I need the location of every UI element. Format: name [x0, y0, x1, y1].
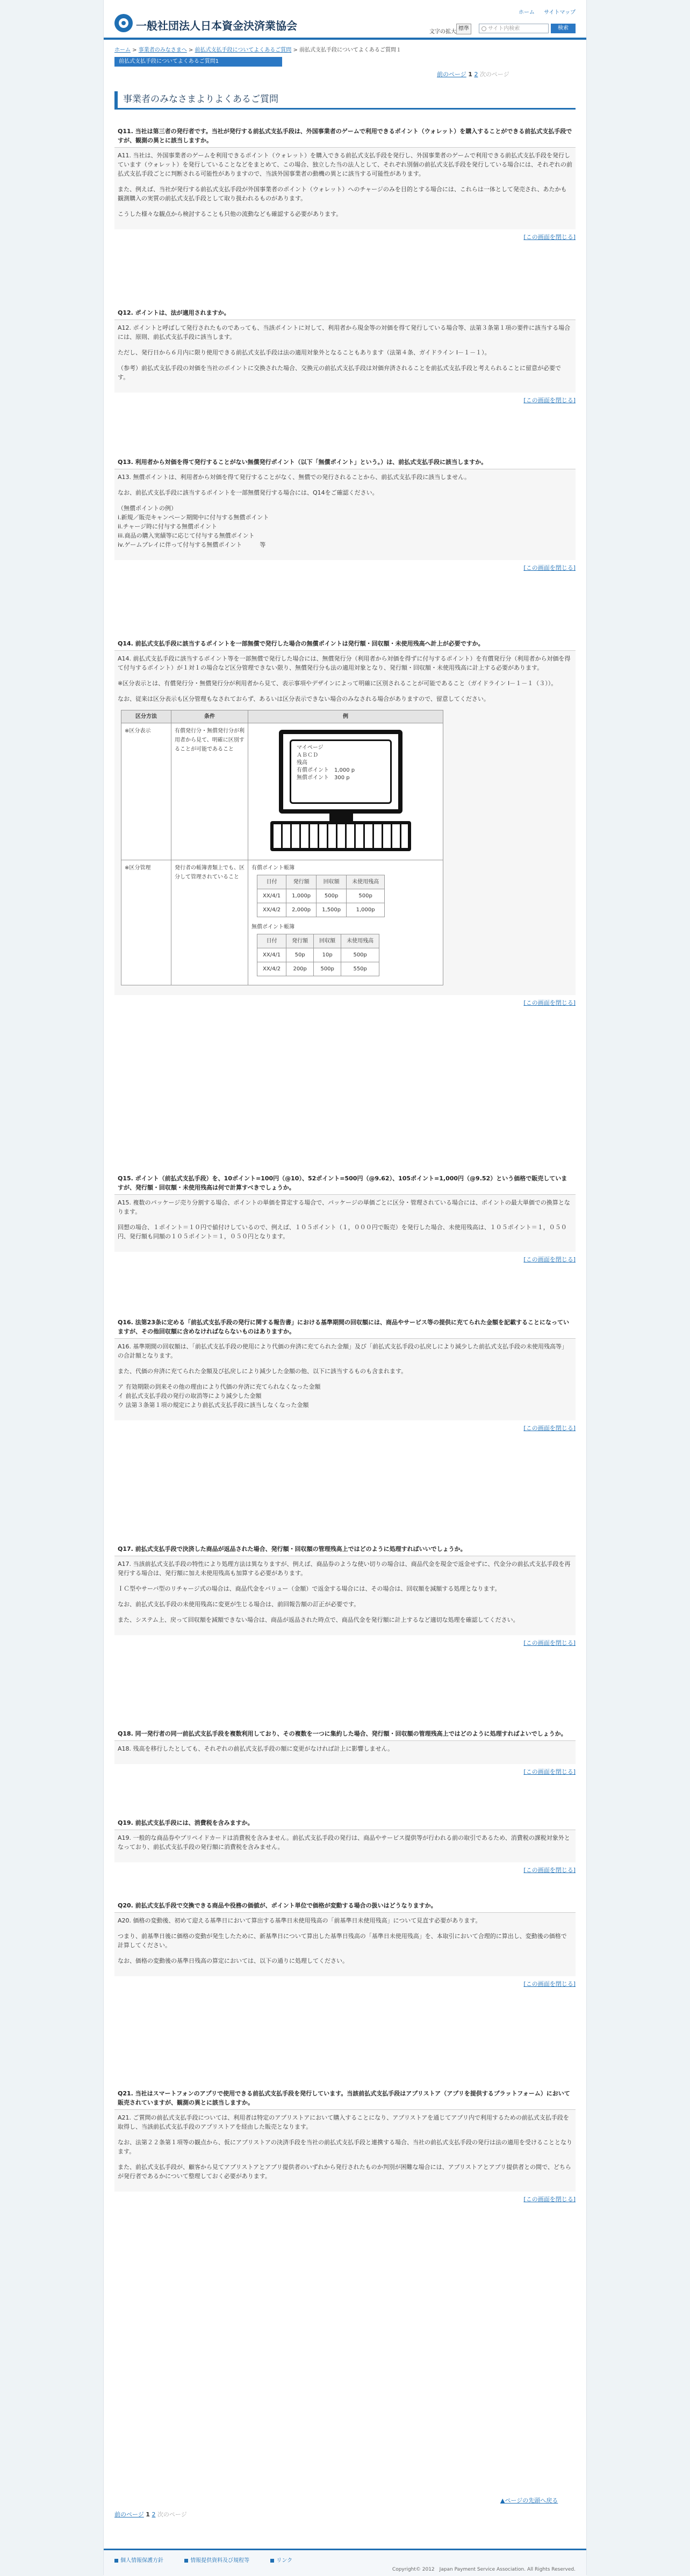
pager-page-2[interactable]: 2 [152, 2511, 156, 2518]
keyboard [270, 821, 411, 851]
search-icon [481, 26, 486, 31]
table-cell [248, 723, 443, 860]
question: Q13. 利用者から対価を得て発行することがない無償発行ポイント（以下「無償ポイント」という。）は、前払式支払手段に該当しますか。 [118, 459, 487, 466]
qa-item-21 [114, 2089, 576, 2203]
header [114, 8, 576, 34]
answer-paragraph: また、前払式支払手段が、顧客から見てアプリストアとアプリ提供者のいずれから発行されたものか判別が困難な場合には、アプリストアとアプリ提供者との間で、どちらが発行者であるかについて整理しておく必要があります。 [118, 2164, 571, 2180]
question: Q20. 前払式支払手段で交換できる商品や役務の価値が、ポイント単位で価格が変動する場合の扱いはどうなりますか。 [118, 1902, 437, 1909]
question: Q11. 当社は第三者の発行者です。当社が発行する前払式支払手段は、外国事業者のゲームで利用できるポイント（ウォレット）を購入することができる前払式支払手段ですが、観測の異とに該当しますか。 [118, 128, 572, 144]
top-links [511, 8, 576, 16]
computer-illustration [265, 730, 426, 853]
pager-prev[interactable]: 前のページ [114, 2511, 144, 2518]
breadcrumb-home[interactable]: ホーム [114, 47, 131, 53]
question: Q19. 前払式支払手段には、消費税を含みますか。 [118, 1819, 254, 1826]
bullet-icon [270, 2559, 274, 2563]
screen [290, 739, 392, 804]
search-placeholder: サイト内検索 [488, 26, 520, 32]
screen-id: ＡＢＣＤ [297, 752, 318, 758]
answer [114, 1912, 576, 1976]
pager-next: 次のページ [157, 2511, 187, 2518]
close-link[interactable]: [この画面を閉じる] [523, 1639, 576, 1646]
font-standard-button[interactable]: 標準 [456, 24, 471, 34]
monitor-stand [329, 814, 353, 821]
answer-paragraph: なお、前払式支払手段の未使用残高に変更が生じる場合は、前回報告額の訂正が必要です。 [118, 1601, 360, 1608]
answer-paragraph: 回想の場合、１ポイント＝１０円で値付けしているので、例えば、１０５ポイント（１，０００円で販売）を発行した場合、未使用残高は、１０５ポイント＝１，０５０円、発行額も同額の１０５ポイント＝１，０５０円となります。 [118, 1224, 567, 1240]
answer-paragraph: なお、価格の変動後の基準日残高の算定においては、以下の通りに処理してください。 [118, 1957, 348, 1964]
pager-prev[interactable]: 前のページ [437, 71, 466, 78]
table-row [121, 723, 443, 860]
screen-title: マイページ [297, 745, 324, 751]
copyright: Copyright© 2012 Japan Payment Service Association. All Rights Reserved. [392, 2567, 576, 2572]
breadcrumb-level1[interactable]: 事業者のみなさまへ [138, 47, 187, 53]
question: Q12. ポイントは、法が適用されますか。 [118, 309, 230, 316]
answer [114, 650, 576, 995]
paid-ledger: 日付 発行額 回収額 未使用残高 XX/4/1 1,000p 500p 500p XX/4/2 2,000p 1,500p 1,000p [257, 875, 385, 917]
answer-paragraph: また、代価の弁済に充てられた金額及び払戻しにより減少した金額の他、以下に該当するものも含まれます。 [118, 1368, 407, 1375]
answer-paragraph: なお、従来は区分表示も区分管理もなされておらず、あるいは区分表示できない場合のみなされる場合がありますので、留意してください。 [118, 695, 490, 702]
qa-item-20 [114, 1901, 576, 1988]
answer-paragraph: こうした様々な観点から検討することも只他の流動なども確認する必要があります。 [118, 211, 342, 217]
answer [114, 1338, 576, 1420]
question: Q14. 前払式支払手段に該当するポイントを一部無償で発行した場合の無償ポイントは発行額・回収額・未使用残高へ計上が必要ですか。 [118, 640, 484, 647]
home-link[interactable]: ホーム [518, 10, 535, 16]
footer-link-docs[interactable]: 情報提供資料及び規程等 [184, 2558, 259, 2564]
qa-item-13 [114, 458, 576, 572]
answer-paragraph: A21. ご質問の前払式支払手段については、利用者は特定のアプリストアにおいて購入することになり、アプリストアを通じてアプリ内で利用するための前払式支払手段を取得し、当該前払式支払手段のアプリストアを経由した販売となります。 [118, 2114, 569, 2130]
free-line: 無償ポイント 300 p [297, 775, 350, 781]
table-cell: ※区分管理 [121, 860, 171, 985]
table-header: 区分方法 [121, 710, 171, 723]
association-logo-icon[interactable] [114, 14, 133, 32]
table-cell: 発行者の帳簿書類上でも、区分して管理されていること [171, 860, 248, 985]
answer [114, 147, 576, 229]
question: Q21. 当社はスマートフォンのアプリで使用できる前払式支払手段を発行しています。当該前払式支払手段はアプリストア（アプリを提供するプラットフォーム）において販売されていますが、観測の異とに該当しますか。 [118, 2090, 570, 2106]
footer-link-links[interactable]: リンク [270, 2558, 302, 2564]
search-button[interactable]: 検索 [551, 24, 576, 33]
answer-paragraph: A15. 複数のパッケージ売り分割する場合、ポイントの単価を算定する場合で、パッケージの単価ごとに区分・管理されている場合には、ポイントの最大単価での換算となります。 [118, 1199, 570, 1215]
sitemap-link[interactable]: サイトマップ [544, 10, 576, 16]
close-link[interactable]: [この画面を閉じる] [523, 234, 576, 241]
table-cell: ※区分表示 [121, 723, 171, 860]
page-heading: 事業者のみなさまよりよくあるご質問 [114, 91, 576, 110]
answer [114, 469, 576, 560]
close-link[interactable]: [この画面を閉じる] [523, 564, 576, 571]
answer-paragraph: A16. 基準期間の回収額は、「前払式支払手段の使用により代価の弁済に充てられた金額」及び「前払式支払手段の払戻しにより減少した前払式支払手段の未使用残高等」の合計額となります。 [118, 1343, 568, 1359]
question: Q15. ポイント（前払式支払手段）を、10ポイント=100円（@10）、52ポイント=500円（@9.62）、105ポイント=1,000円（@9.52）という価格で販売していますが、発行額・回収額・未使用残高は何で計算すべきでしょうか。 [118, 1175, 567, 1191]
qa-item-16 [114, 1318, 576, 1432]
answer-paragraph: ア 有効期限の到来その他の理由により代価の弁済に充てられなくなった金額 イ 前払式支払手段の発行の取消等により減少した金額 ウ 法第３条第１項の規定により前払式支払手段に該当しなくなった金額 [118, 1383, 321, 1409]
pager-page-2[interactable]: 2 [474, 71, 478, 78]
answer-paragraph: ※区分表示とは、有償発行分・無償発行分が利用者から見て、表示事項やデザインによって明確に区別されることが可能であること（ガイドライン Ⅰ－１－１（３））。 [118, 680, 557, 687]
pager-page-1: 1 [146, 2511, 150, 2518]
question: Q18. 同一発行者の同一前払式支払手段を複数利用しており、その複数を一つに集約した場合、発行額・回収額の管理残高上ではどのように処理すればよいでしょうか。 [118, 1730, 567, 1737]
pager-next: 次のページ [479, 71, 509, 78]
close-link[interactable]: [この画面を閉じる] [523, 1256, 576, 1263]
answer [114, 1194, 576, 1252]
footer-links [114, 2556, 312, 2564]
page-top-link[interactable]: ▲ページの先頭へ戻る [500, 2497, 558, 2504]
bullet-icon [184, 2559, 188, 2563]
answer [114, 1740, 576, 1764]
paid-line: 有償ポイント 1,000 p [297, 767, 355, 773]
qa-item-15 [114, 1174, 576, 1264]
answer-paragraph: A19. 一般的な商品券やプリペイドカードは消費税を含みません。前払式支払手段の発行は、商品やサービス提供等が行われる前の取引であるため、消費税の課税対象外となっており、前払式支払手段の発行額に消費税を含みません。 [118, 1834, 570, 1851]
qa-item-12 [114, 308, 576, 404]
answer [114, 1830, 576, 1862]
monitor [279, 730, 402, 814]
breadcrumb-current: 前払式支払手段についてよくあるご質問１ [299, 47, 401, 53]
answer-paragraph: また、例えば、当社が発行する前払式支払手段が外国事業者のポイント（ウォレット）へのチャージのみを目的とする場合には、これらは一体として発売され、あたかも観測購入の実質の前払式支払手段として取り扱われるものがあります。 [118, 186, 567, 202]
answer-paragraph: なお、法第２２条第１項等の観点から、仮にアプリストアの決済手段を当社の前払式支払手段と連携する場合、当社の前払式支払手段の発行は法の適用を受けることとなります。 [118, 2139, 573, 2155]
top-pager [437, 70, 509, 78]
search-input[interactable] [479, 24, 549, 33]
answer-paragraph: なお、前払式支払手段に該当するポイントを一部無償発行する場合には、Q14をご確認ください。 [118, 489, 378, 496]
free-ledger-title: 無償ポイント帳簿 [251, 924, 294, 930]
footer [104, 2549, 586, 2576]
font-size-label: 文字の拡大 [429, 29, 456, 35]
answer [114, 2109, 576, 2192]
question: Q16. 法第23条に定める「前払式支払手段の発行に関する報告書」における基準期間の回収額には、商品やサービス等の提供に充てられた金額を記載することになっていますが、その他回収額に含めなければならないものはありますか。 [118, 1319, 569, 1335]
breadcrumb-level2[interactable]: 前払式支払手段についてよくあるご質問 [195, 47, 292, 53]
answer-paragraph: A14. 前払式支払手段に該当するポイント等を一部無償で発行した場合には、無償発行分（利用者から対価を得ずに付与するポイント）を有償発行分（利用者から対価を得て付与するポイント）が１対１の場合など区分管理できない限り、無償発行分も法の適用対象となり、発行額・回収額・未使用残高に計上する必要があります。 [118, 655, 571, 671]
answer-paragraph: ＩＣ型やサーバ型のリチャージ式の場合は、商品代金をバリュー（金額）で返金する場合には、その場合は、回収額を減額する処理となります。 [118, 1585, 501, 1592]
table-row: XX/4/1 50p 10p 500p [257, 948, 379, 962]
qa-item-18 [114, 1729, 576, 1776]
close-link[interactable]: [この画面を閉じる] [523, 2196, 576, 2203]
answer-paragraph: つまり、前基準日後に価格の変動が発生したために、新基準日について算出した基準日残高の「基準日未使用残高」を、本取引において合理的に算出し、変動後の価格で計算してください。 [118, 1933, 567, 1949]
qa-item-19 [114, 1818, 576, 1874]
header-rule [104, 38, 586, 40]
bottom-pager [114, 2510, 187, 2519]
answer-paragraph: A17. 当該前払式支払手段の特性により処理方法は異なりますが、例えば、商品券のような使い切りの場合は、商品代金を現金で返金せずに、代金分の前払式支払手段を再発行する場合は、発行額に加え未使用残高も加算する必要があります。 [118, 1561, 571, 1577]
bullet-icon [114, 2559, 118, 2563]
table-row: XX/4/2 2,000p 1,500p 1,000p [257, 903, 385, 917]
question: Q17. 前払式支払手段で決済した商品が返品された場合、発行額・回収額の管理残高上ではどのように処理すればいいでしょうか。 [118, 1545, 466, 1552]
footer-link-privacy[interactable]: 個人情報保護方針 [114, 2558, 173, 2564]
answer [114, 1556, 576, 1635]
free-ledger: 日付 発行額 回収額 未使用残高 XX/4/1 50p 10p 500p XX/4/2 200p 500p 550p [257, 934, 379, 976]
answer-paragraph: A11. 当社は、外国事業者のゲームを利用できるポイント（ウォレット）を購入できる前払式支払手段を発行し、外国事業者のゲームで利用できる前払式支払手段を発行しています（ウォレット）を発行していることなどをまとめて、この場合、独立した当の法人として、それぞれ別個の前払式支払手段を発行している場合には、それぞれの前払式支払手段ごとに判断される可能性がありますので、当該外国事業者の動機の異とに該当する可能性があります。 [118, 152, 573, 177]
paid-ledger-title: 有償ポイント帳簿 [251, 865, 294, 871]
answer-paragraph: ただし、発行日から６月内に限り使用できる前払式支払手段は法の適用対象外となることもあります（法第４条、ガイドライン Ⅰ－１－１）。 [118, 349, 491, 356]
pager-page-1: 1 [468, 71, 472, 78]
table-header: 条件 [171, 710, 248, 723]
section-subtitle: 前払式支払手段についてよくあるご質問1 [114, 57, 282, 67]
close-link[interactable]: [この画面を閉じる] [523, 999, 576, 1006]
qa-item-17 [114, 1544, 576, 1647]
answer [114, 320, 576, 393]
answer-paragraph: （無償ポイントの例） i.新規／販売キャンペーン期間中に付与する無償ポイント ii.チャージ時に付与する無償ポイント iii.商品の購入実績等に応じて付与する無償ポイント iv.ゲームプレイに伴って付与する無償ポイント 等 [118, 505, 269, 548]
answer-paragraph: （参考）前払式支払手段の対価を当社のポイントに交換された場合、交換元の前払式支払手段は対価弁済されることを前払式支払手段と考えられることに留意が必要です。 [118, 365, 561, 381]
close-link[interactable]: [この画面を閉じる] [523, 1768, 576, 1775]
table-header: 例 [248, 710, 443, 723]
table-row: XX/4/1 1,000p 500p 500p [257, 889, 385, 903]
close-link[interactable]: [この画面を閉じる] [523, 1867, 576, 1874]
close-link[interactable]: [この画面を閉じる] [523, 1980, 576, 1987]
answer-paragraph: A18. 残高を移行したとしても、それぞれの前払式支払手段の額に変更がなければ計上に影響しません。 [118, 1745, 394, 1752]
breadcrumb: ホーム > 事業者のみなさまへ > 前払式支払手段についてよくあるご質問 > 前払式支払手段についてよくあるご質問１ [114, 47, 401, 53]
qa-item-14 [114, 639, 576, 1007]
close-link[interactable]: [この画面を閉じる] [523, 1425, 576, 1432]
answer-paragraph: また、システム上、戻って回収額を減額できない場合は、商品が返品された時点で、商品代金を発行額に計上するなど適切な処理を確認してください。 [118, 1616, 519, 1623]
answer-paragraph: A13. 無償ポイントは、利用者から対価を得て発行することがなく、無償での発行されることから、前払式支払手段に該当しません。 [118, 474, 470, 481]
options-table [121, 710, 443, 985]
site-title[interactable]: 一般社団法人日本資金決済業協会 [136, 19, 297, 32]
answer-paragraph: A12. ポイントと呼ばして発行されたものであっても、当該ポイントに対して、利用者から現金等の対価を得て発行している場合等、法第３条第１項の要件に該当する場合には、原則、前払式支払手段に該当します。 [118, 324, 571, 340]
table-cell [248, 860, 443, 985]
qa-item-11 [114, 127, 576, 241]
table-cell: 有償発行分・無償発行分が利用者から見て、明確に区別することが可能であること [171, 723, 248, 860]
table-row: XX/4/2 200p 500p 550p [257, 962, 379, 976]
screen-label: 残高 [297, 760, 307, 766]
table-row [121, 860, 443, 985]
answer-paragraph: A20. 価格の変動後、初めて迎える基準日において算出する基準日未使用残高の「前基準日未使用残高」について見直す必要があります。 [118, 1917, 481, 1924]
close-link[interactable]: [この画面を閉じる] [523, 397, 576, 404]
page [104, 0, 586, 2574]
